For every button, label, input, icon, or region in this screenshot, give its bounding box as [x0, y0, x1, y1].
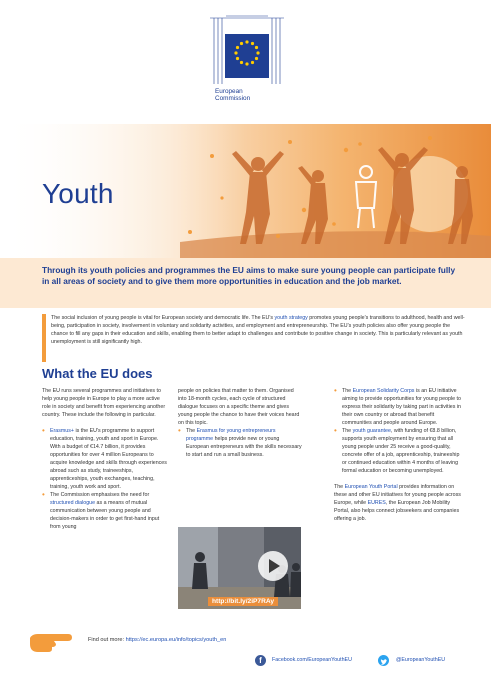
erasmus-entrepreneurs-text: helps provide new or young European entrepreneurs with the skills necessary to start and run a small business. — [186, 436, 302, 458]
solidarity-corps-pre: The — [342, 388, 353, 394]
youth-topic-link[interactable]: https://ec.europa.eu/info/topics/youth_en — [125, 637, 227, 643]
structured-dialogue-link[interactable]: structured dialogue — [50, 500, 96, 506]
video-short-link[interactable]: http://bit.ly/2iP7RAy — [208, 597, 278, 606]
col2-continuation: people on policies that matter to them. Organised into 18-month cycles, each cycle of structured dialogue focuses on a specific theme and gives young people the chance to have their voices heard on this topic. — [178, 388, 300, 426]
bullet-youth-guarantee — [334, 427, 462, 475]
erasmus-entrepreneurs-link[interactable]: Erasmus for young entrepreneurs programme — [186, 428, 276, 442]
facebook-icon[interactable]: f — [255, 655, 266, 666]
column-2 — [178, 387, 302, 459]
youth-strategy-link[interactable]: youth strategy — [274, 315, 308, 321]
find-out-more-label: Find out more: — [88, 637, 126, 643]
structured-dialogue-text: as a means of mutual communication between young people and decision-makers in order to get first-hand input from young — [50, 500, 160, 530]
col1-intro: The EU runs several programmes and initiatives to help young people in Europe to play a more active role in society and benefit from experiencing another country. These include the following in particular. — [42, 388, 166, 418]
facebook-link[interactable]: Facebook.com/EuropeanYouthEU — [272, 657, 352, 663]
eu-flag-building-icon — [198, 14, 296, 88]
erasmus-entrepreneurs-pre: The — [186, 428, 197, 434]
logo-line-2: Commission — [215, 95, 251, 103]
youth-guarantee-text: , with funding of €8.8 billion, supports youth employment by ensuring that all young people under 25 receive a good-quality, concrete offer of a job, apprenticeship, traineeship or continued education within 4 months of leaving formal education or becoming unemployed. — [342, 428, 460, 474]
bullet-erasmus-plus — [42, 427, 168, 491]
structured-dialogue-pre: The Commission emphasises the need for — [50, 492, 150, 498]
bullet-european-solidarity-corps — [334, 387, 462, 427]
solidarity-corps-text: is an EU initiative aiming to provide opportunities for young people to express their solidarity by taking part in activities in their own country or abroad that benefit communities and people around Europe. — [342, 388, 461, 426]
logo-line-1: European — [215, 88, 243, 95]
youth-guarantee-pre: The — [342, 428, 353, 434]
youth-portal-pre: The — [334, 484, 345, 490]
lead-text-part-2: promotes young people's transitions to adulthood, health and well-being, participation in society, involvement in voluntary and solidarity activities, and employment and entrepreneurship. The EU's youth policies also offer young people the chance to fill any gaps in their education and skills, enabling them to better adapt to challenges and contribute to positive change in society. This is particularly relevant as youth unemployment is still significantly high. — [51, 315, 465, 345]
lead-accent-bar — [42, 314, 46, 362]
twitter-icon[interactable] — [378, 655, 389, 666]
youth-portal-text: , the European Job Mobility Portal, also helps connect jobseekers and companies offering a job. — [334, 500, 460, 522]
eures-link[interactable]: EURES — [367, 500, 386, 506]
intro-summary: Through its youth policies and programmes the EU aims to make sure young people can participate fully in all areas of society and to give them more opportunities in education and the job market. — [42, 265, 456, 286]
erasmus-plus-text: is the EU's programme to support education, training, youth and sport in Europe. With a budget of €14.7 billion, it provides opportunities for over 4 million Europeans to acquire knowledge and skills through experiences abroad such as study, traineeships, apprenticeships, youth exchanges, teaching, training, youth work and sport. — [50, 428, 167, 490]
solidarity-corps-link[interactable]: European Solidarity Corps — [352, 388, 415, 394]
youth-portal-paragraph — [334, 483, 462, 523]
erasmus-plus-link[interactable]: Erasmus+ — [50, 428, 74, 434]
twitter-link[interactable]: @EuropeanYouthEU — [396, 657, 446, 663]
youth-portal-link[interactable]: European Youth Portal — [344, 484, 398, 490]
lead-text-part-1: The social inclusion of young people is vital for European society and democratic life. The EU's — [51, 315, 275, 321]
find-out-more — [88, 637, 226, 643]
bullet-erasmus-young-entrepreneurs — [178, 427, 302, 459]
pointing-hand-icon — [28, 626, 72, 656]
page-title: Youth — [42, 178, 114, 209]
youth-portal-mid: provides information on these and other EU initiatives for young people across Europe, while — [334, 484, 461, 506]
logo-wordmark — [215, 88, 250, 103]
youth-guarantee-link[interactable]: youth guarantee — [352, 428, 391, 434]
bullet-structured-dialogue — [42, 491, 168, 531]
column-1 — [42, 387, 168, 531]
play-button[interactable] — [258, 551, 288, 581]
column-3 — [334, 387, 462, 523]
lead-text — [51, 314, 467, 346]
section-title-what-the-eu-does: What the EU does — [42, 366, 153, 381]
play-icon — [258, 551, 288, 581]
